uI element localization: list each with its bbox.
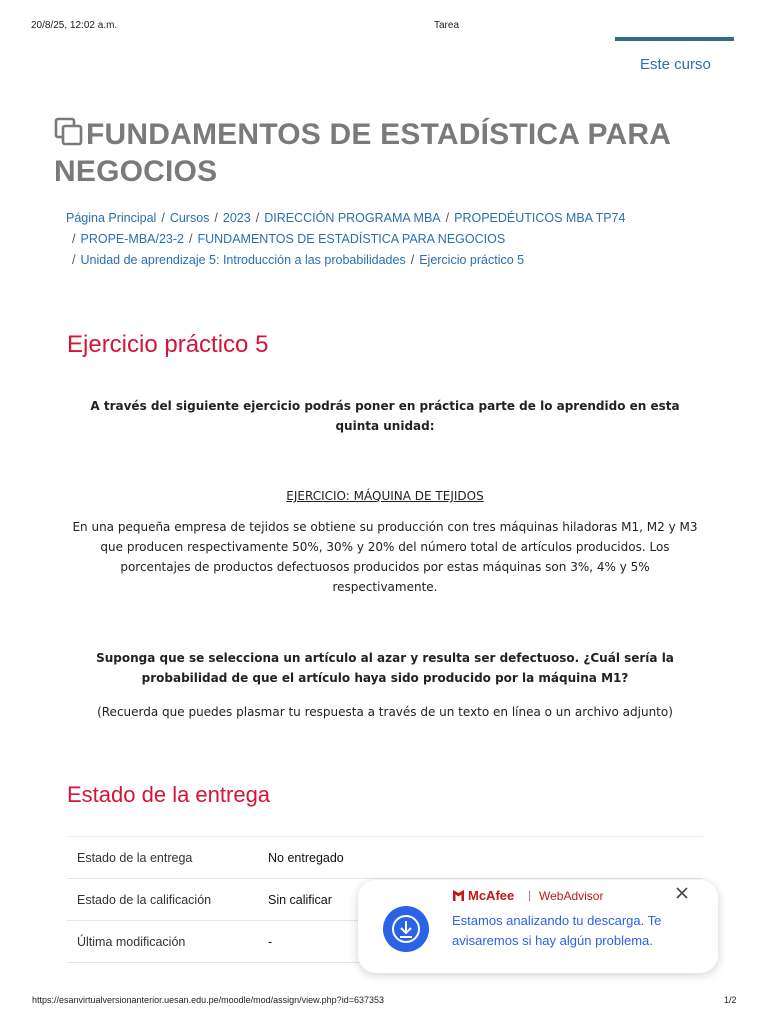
close-icon[interactable] — [674, 885, 690, 901]
row-label: Estado de la entrega — [77, 850, 193, 865]
row-value: - — [268, 934, 273, 949]
exercise-body: En una pequeña empresa de tejidos se obtiene su producción con tres máquinas hiladoras M1, M2 y M3 que producen respectivamente 50%, 30% y 20% del número total de artículos producidos. Los porcentajes de productos defectuosos producidos por estas máquinas son 3%, 4% y 5% respectivamente. — [72, 520, 698, 594]
mcafee-brand-text: McAfee — [468, 888, 515, 903]
breadcrumb-separator: / — [255, 211, 260, 225]
exercise-hint: (Recuerda que puedes plasmar tu respuesta a través de un texto en línea o un archivo adjunto) — [97, 705, 673, 719]
print-title: Tarea — [434, 20, 460, 31]
exercise-title: EJERCICIO: MÁQUINA DE TEJIDOS — [286, 489, 484, 503]
row-value: No entregado — [268, 850, 344, 865]
table-row — [67, 837, 703, 879]
breadcrumb-mba-program[interactable]: DIRECCIÓN PROGRAMA MBA — [264, 211, 441, 225]
breadcrumb-current[interactable]: Ejercicio práctico 5 — [419, 253, 525, 267]
mcafee-shield-icon — [452, 889, 465, 902]
brand-separator: | — [528, 888, 532, 902]
breadcrumb-separator: / — [72, 232, 76, 246]
row-value: Sin calificar — [268, 892, 332, 907]
breadcrumb-separator: / — [445, 211, 450, 225]
print-footer-url: https://esanvirtualversionanterior.uesan.edu.pe/moodle/mod/assign/view.php?id=637353 — [32, 995, 384, 1005]
mcafee-logo — [452, 888, 514, 903]
breadcrumb-year[interactable]: 2023 — [222, 211, 251, 225]
page-title — [54, 116, 704, 190]
download-icon — [383, 906, 429, 952]
print-date: 20/8/25, 12:02 a.m. — [31, 20, 118, 31]
breadcrumb — [66, 208, 706, 271]
breadcrumb-separator: / — [189, 232, 193, 246]
breadcrumb-propedeuticos[interactable]: PROPEDÉUTICOS MBA TP74 — [454, 211, 626, 225]
this-course-link[interactable]: Este curso — [640, 56, 711, 73]
breadcrumb-course[interactable]: FUNDAMENTOS DE ESTADÍSTICA PARA NEGOCIOS — [197, 232, 506, 246]
toast-message: Estamos analizando tu descarga. Te avisaremos si hay algún problema. — [452, 913, 662, 948]
exercise-heading: Ejercicio práctico 5 — [67, 331, 269, 358]
download-scan-toast — [358, 880, 718, 973]
row-label: Estado de la calificación — [77, 892, 212, 907]
breadcrumb-separator: / — [410, 253, 415, 267]
breadcrumb-unit[interactable]: Unidad de aprendizaje 5: Introducción a las probabilidades — [80, 253, 406, 267]
breadcrumb-prope-mba[interactable]: PROPE-MBA/23-2 — [80, 232, 184, 246]
course-copy-icon — [54, 117, 84, 147]
breadcrumb-separator: / — [161, 211, 165, 225]
breadcrumb-courses[interactable]: Cursos — [169, 211, 210, 225]
nav-indicator — [615, 37, 734, 41]
breadcrumb-separator: / — [214, 211, 218, 225]
webadvisor-label: WebAdvisor — [539, 889, 604, 903]
row-label: Última modificación — [77, 934, 186, 949]
page-title-text: FUNDAMENTOS DE ESTADÍSTICA PARA NEGOCIOS — [54, 118, 670, 188]
breadcrumb-home[interactable]: Página Principal — [66, 211, 157, 225]
exercise-question: Suponga que se selecciona un artículo al azar y resulta ser defectuoso. ¿Cuál sería la probabilidad de que el artículo haya sido producido por la máquina M1? — [96, 651, 674, 685]
submission-heading: Estado de la entrega — [67, 782, 271, 807]
print-footer-page: 1/2 — [724, 995, 737, 1005]
breadcrumb-separator: / — [72, 253, 76, 267]
exercise-intro: A través del siguiente ejercicio podrás poner en práctica parte de lo aprendido en esta quinta unidad: — [90, 399, 680, 433]
